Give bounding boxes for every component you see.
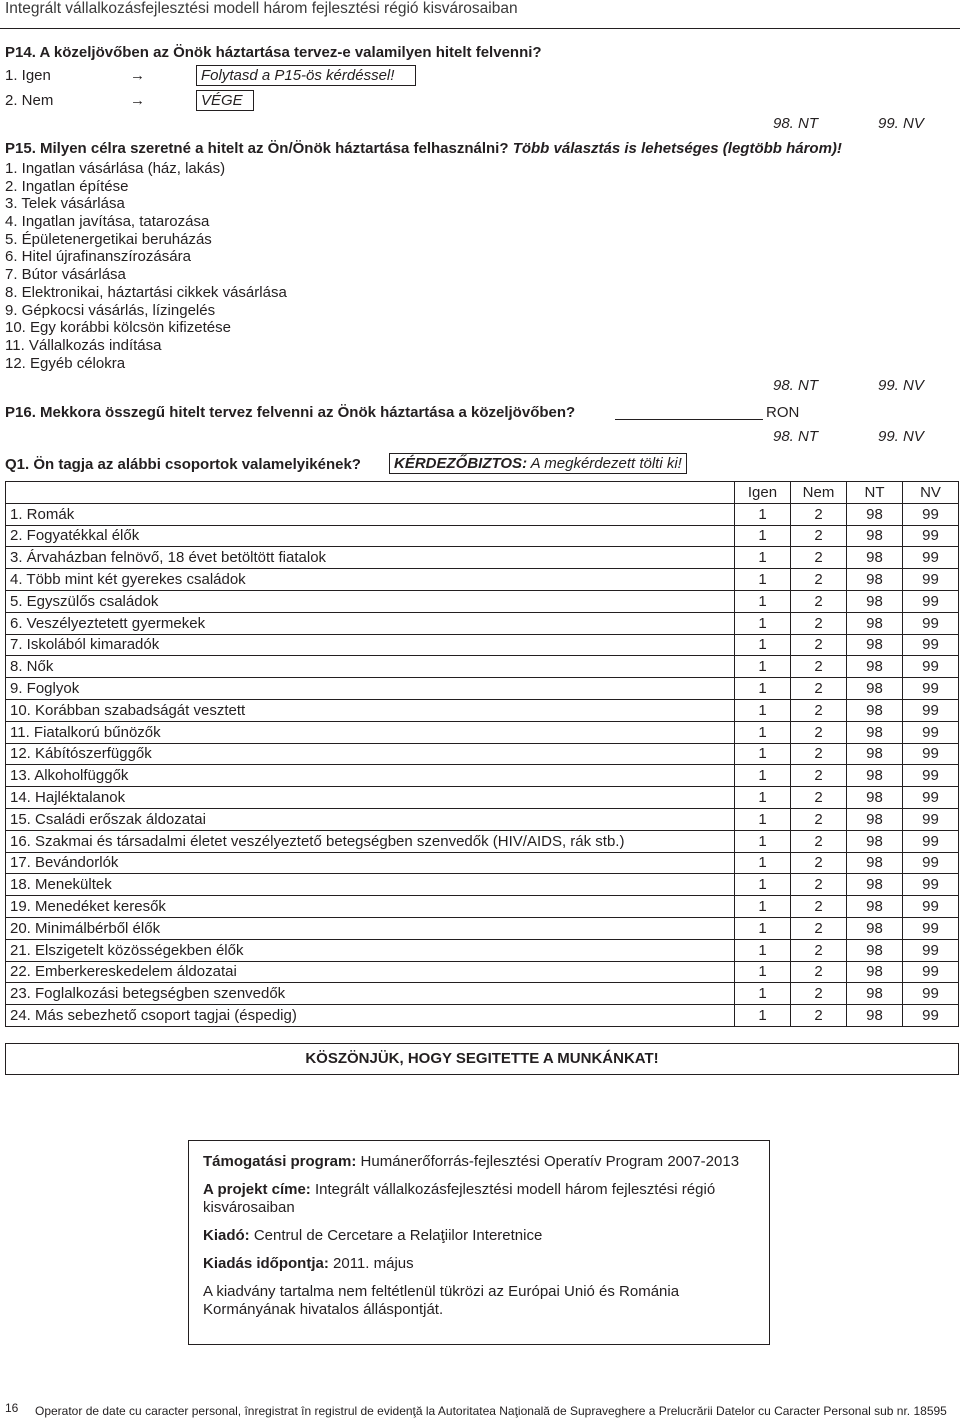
p14-question: P14. A közeljövőben az Önök háztartása tervez-e valamilyen hitelt felvenni? [5,44,542,61]
answer-code-nt[interactable]: 98 [847,1005,903,1027]
answer-code-igen[interactable]: 1 [735,547,791,569]
answer-code-nv[interactable]: 99 [903,569,959,591]
row-label: 8. Nők [6,656,735,678]
answer-code-nem[interactable]: 2 [791,699,847,721]
footer-notice: Operator de date cu caracter personal, înregistrat în registrul de evidenţă la Autoritatea Naţională de Supraveghere a Prelucrării Datelor cu Caracter Personal sub nr. 18595 [35,1404,947,1418]
column-header: Igen [735,482,791,504]
answer-code-nt[interactable]: 98 [847,961,903,983]
p16-code-nv: 99. NV [878,428,924,445]
arrow-right-icon: → [130,92,145,109]
row-label: 15. Családi erőszak áldozatai [6,808,735,830]
p14-option-2-label: 2. Nem [5,92,54,109]
list-item: 7. Bútor vásárlása [5,266,126,284]
q1-groups-table [5,481,959,1027]
arrow-right-icon: → [130,67,145,84]
p15-question-note: Több választás is lehetséges (legtöbb három)! [512,140,842,157]
answer-code-nv[interactable]: 99 [903,830,959,852]
info-disclaimer: A kiadvány tartalma nem feltétlenül tükrözi az Európai Unió és Románia Kormányának hivatalos álláspontját. [203,1283,680,1318]
p16-answer-blank[interactable] [615,419,763,420]
row-label: 11. Fiatalkorú bűnözők [6,721,735,743]
table-row [6,656,959,678]
p15-options-list [5,160,287,372]
answer-code-igen[interactable]: 1 [735,808,791,830]
list-item: 5. Épületenergetikai beruházás [5,230,212,248]
row-label: 9. Foglyok [6,678,735,700]
table-row [6,503,959,525]
answer-code-nv[interactable]: 99 [903,787,959,809]
answer-code-nem[interactable]: 2 [791,852,847,874]
answer-code-nem[interactable]: 2 [791,983,847,1005]
answer-code-igen[interactable]: 1 [735,678,791,700]
p14-option-1-label: 1. Igen [5,67,51,84]
answer-code-nt[interactable]: 98 [847,590,903,612]
table-row [6,678,959,700]
table-row [6,874,959,896]
table-row [6,743,959,765]
answer-code-nv[interactable]: 99 [903,547,959,569]
p15-code-nv: 99. NV [878,377,924,394]
answer-code-nv[interactable]: 99 [903,1005,959,1027]
table-row [6,961,959,983]
p14-option-2-instruction: VÉGE [196,90,254,111]
p16-question: P16. Mekkora összegű hitelt tervez felvenni az Önök háztartása a közeljövőben? [5,404,576,421]
answer-code-nv[interactable]: 99 [903,721,959,743]
answer-code-nem[interactable]: 2 [791,896,847,918]
answer-code-nv[interactable]: 99 [903,939,959,961]
p14-option-1-instruction: Folytasd a P15-ös kérdéssel! [196,65,416,86]
table-row [6,808,959,830]
answer-code-nt[interactable]: 98 [847,874,903,896]
list-item: 10. Egy korábbi kölcsön kifizetése [5,319,231,337]
answer-code-nt[interactable]: 98 [847,525,903,547]
q1-interviewer-instruction [389,453,687,474]
answer-code-nt[interactable]: 98 [847,634,903,656]
answer-code-nv[interactable]: 99 [903,765,959,787]
p14-code-nv: 99. NV [878,115,924,132]
list-item: 4. Ingatlan javítása, tatarozása [5,213,210,231]
table-row [6,765,959,787]
table-row [6,896,959,918]
answer-code-igen[interactable]: 1 [735,525,791,547]
answer-code-nem[interactable]: 2 [791,612,847,634]
p16-unit: RON [766,404,800,421]
answer-code-igen[interactable]: 1 [735,852,791,874]
answer-code-nt[interactable]: 98 [847,656,903,678]
answer-code-nem[interactable]: 2 [791,678,847,700]
table-row [6,939,959,961]
q1-question: Q1. Ön tagja az alábbi csoportok valamelyikének? [5,456,361,473]
row-label: 17. Bevándorlók [6,852,735,874]
answer-code-nv[interactable]: 99 [903,743,959,765]
info-project-label: A projekt címe: [203,1181,311,1198]
answer-code-nv[interactable]: 99 [903,852,959,874]
row-label: 16. Szakmai és társadalmi életet veszélyeztető betegségben szenvedők (HIV/AIDS, rák stb.) [6,830,735,852]
info-publisher-value: Centrul de Cercetare a Relaţiilor Interetnice [249,1227,543,1244]
answer-code-nt[interactable]: 98 [847,852,903,874]
answer-code-nem[interactable]: 2 [791,590,847,612]
answer-code-nt[interactable]: 98 [847,743,903,765]
table-row [6,525,959,547]
row-label: 13. Alkoholfüggők [6,765,735,787]
row-label: 1. Romák [6,503,735,525]
info-program-label: Támogatási program: [203,1153,357,1170]
q1-instruction-text: A megkérdezett tölti ki! [527,455,682,472]
row-label: 7. Iskolából kimaradók [6,634,735,656]
answer-code-nem[interactable]: 2 [791,830,847,852]
row-label: 18. Menekültek [6,874,735,896]
info-date-label: Kiadás időpontja: [203,1255,329,1272]
info-date-value: 2011. május [328,1255,414,1272]
answer-code-nt[interactable]: 98 [847,917,903,939]
row-label: 5. Egyszülős családok [6,590,735,612]
p16-code-nt: 98. NT [773,428,819,445]
table-row [6,634,959,656]
column-header: NT [847,482,903,504]
answer-code-nv[interactable]: 99 [903,525,959,547]
table-row [6,569,959,591]
answer-code-nem[interactable]: 2 [791,961,847,983]
row-label: 10. Korábban szabadságát vesztett [6,699,735,721]
table-row [6,830,959,852]
answer-code-igen[interactable]: 1 [735,939,791,961]
answer-code-igen[interactable]: 1 [735,743,791,765]
answer-code-nem[interactable]: 2 [791,765,847,787]
answer-code-igen[interactable]: 1 [735,787,791,809]
answer-code-nem[interactable]: 2 [791,874,847,896]
info-date [203,1255,755,1273]
page-number: 16 [5,1401,19,1415]
row-label: 3. Árvaházban felnövő, 18 évet betöltött fiatalok [6,547,735,569]
p15-question [5,140,842,157]
answer-code-nem[interactable]: 2 [791,721,847,743]
answer-code-nt[interactable]: 98 [847,721,903,743]
answer-code-nem[interactable]: 2 [791,939,847,961]
table-row [6,787,959,809]
info-program [203,1153,755,1171]
answer-code-nem[interactable]: 2 [791,656,847,678]
answer-code-igen[interactable]: 1 [735,896,791,918]
answer-code-igen[interactable]: 1 [735,721,791,743]
list-item: 1. Ingatlan vásárlása (ház, lakás) [5,160,226,177]
info-publisher [203,1227,755,1245]
answer-code-nem[interactable]: 2 [791,634,847,656]
answer-code-nem[interactable]: 2 [791,743,847,765]
column-header: Nem [791,482,847,504]
answer-code-nv[interactable]: 99 [903,656,959,678]
thank-you-banner: KÖSZÖNJÜK, HOGY SEGITETTE A MUNKÁNKAT! [5,1043,959,1075]
answer-code-igen[interactable]: 1 [735,612,791,634]
row-label: 20. Minimálbérből élők [6,917,735,939]
answer-code-nv[interactable]: 99 [903,503,959,525]
answer-code-nt[interactable]: 98 [847,569,903,591]
row-label: 21. Elszigetelt közösségekben élők [6,939,735,961]
list-item: 12. Egyéb célokra [5,354,126,372]
answer-code-nv[interactable]: 99 [903,634,959,656]
table-row [6,983,959,1005]
table-row [6,612,959,634]
answer-code-igen[interactable]: 1 [735,503,791,525]
row-label: 14. Hajléktalanok [6,787,735,809]
row-label: 12. Kábítószerfüggők [6,743,735,765]
answer-code-igen[interactable]: 1 [735,961,791,983]
answer-code-igen[interactable]: 1 [735,917,791,939]
table-row [6,917,959,939]
list-item: 11. Vállalkozás indítása [5,336,162,354]
answer-code-nem[interactable]: 2 [791,569,847,591]
answer-code-nem[interactable]: 2 [791,525,847,547]
answer-code-igen[interactable]: 1 [735,699,791,721]
answer-code-nt[interactable]: 98 [847,808,903,830]
answer-code-nv[interactable]: 99 [903,808,959,830]
answer-code-igen[interactable]: 1 [735,983,791,1005]
q1-rows [6,503,959,1026]
row-label: 22. Emberkereskedelem áldozatai [6,961,735,983]
list-item: 6. Hitel újrafinanszírozására [5,248,191,266]
answer-code-nt[interactable]: 98 [847,787,903,809]
list-item: 9. Gépkocsi vásárlás, lízingelés [5,301,216,319]
answer-code-igen[interactable]: 1 [735,656,791,678]
answer-code-nt[interactable]: 98 [847,547,903,569]
answer-code-nt[interactable]: 98 [847,699,903,721]
table-header-row [6,482,959,504]
answer-code-nv[interactable]: 99 [903,678,959,700]
answer-code-nem[interactable]: 2 [791,917,847,939]
answer-code-nt[interactable]: 98 [847,939,903,961]
list-item: 2. Ingatlan építése [5,177,129,195]
info-project [203,1181,755,1217]
row-label: 6. Veszélyeztetett gyermekek [6,612,735,634]
answer-code-nv[interactable]: 99 [903,699,959,721]
info-publisher-label: Kiadó: [203,1227,250,1244]
answer-code-nt[interactable]: 98 [847,678,903,700]
table-row [6,721,959,743]
answer-code-nt[interactable]: 98 [847,830,903,852]
p15-question-text: P15. Milyen célra szeretné a hitelt az Ön/Önök háztartása felhasználni? [5,140,509,157]
answer-code-nem[interactable]: 2 [791,808,847,830]
answer-code-nv[interactable]: 99 [903,983,959,1005]
answer-code-nem[interactable]: 2 [791,503,847,525]
document-header-title: Integrált vállalkozásfejlesztési modell három fejlesztési régió kisvárosaiban [5,0,518,17]
row-label: 23. Foglalkozási betegségben szenvedők [6,983,735,1005]
answer-code-nt[interactable]: 98 [847,896,903,918]
q1-instruction-label: KÉRDEZŐBIZTOS: [394,455,528,472]
answer-code-nem[interactable]: 2 [791,547,847,569]
table-row [6,699,959,721]
row-label: 2. Fogyatékkal élők [6,525,735,547]
answer-code-nt[interactable]: 98 [847,503,903,525]
answer-code-nem[interactable]: 2 [791,787,847,809]
answer-code-nv[interactable]: 99 [903,917,959,939]
row-label: 4. Több mint két gyerekes családok [6,569,735,591]
header-rule [0,28,960,29]
info-program-value: Humánerőforrás-fejlesztési Operatív Program 2007-2013 [356,1153,740,1170]
row-label: 24. Más sebezhető csoport tagjai (éspedig) [6,1005,735,1027]
table-header-empty [6,482,735,504]
answer-code-nt[interactable]: 98 [847,983,903,1005]
p15-code-nt: 98. NT [773,377,819,394]
answer-code-nt[interactable]: 98 [847,765,903,787]
p14-code-nt: 98. NT [773,115,819,132]
answer-code-nv[interactable]: 99 [903,896,959,918]
answer-code-igen[interactable]: 1 [735,830,791,852]
column-header: NV [903,482,959,504]
info-project-value: Integrált vállalkozásfejlesztési modell három fejlesztési régió kisvárosaiban [203,1181,716,1216]
row-label: 19. Menedéket keresők [6,896,735,918]
project-info-box [188,1140,770,1345]
answer-code-igen[interactable]: 1 [735,765,791,787]
table-row [6,1005,959,1027]
answer-code-nv[interactable]: 99 [903,961,959,983]
answer-code-nt[interactable]: 98 [847,612,903,634]
list-item: 8. Elektronikai, háztartási cikkek vásárlása [5,283,287,301]
answer-code-nem[interactable]: 2 [791,1005,847,1027]
answer-code-igen[interactable]: 1 [735,874,791,896]
answer-code-igen[interactable]: 1 [735,1005,791,1027]
answer-code-nv[interactable]: 99 [903,590,959,612]
answer-code-igen[interactable]: 1 [735,590,791,612]
answer-code-nv[interactable]: 99 [903,874,959,896]
answer-code-nv[interactable]: 99 [903,612,959,634]
table-row [6,590,959,612]
table-row [6,852,959,874]
answer-code-igen[interactable]: 1 [735,634,791,656]
answer-code-igen[interactable]: 1 [735,569,791,591]
table-row [6,547,959,569]
list-item: 3. Telek vásárlása [5,195,125,213]
